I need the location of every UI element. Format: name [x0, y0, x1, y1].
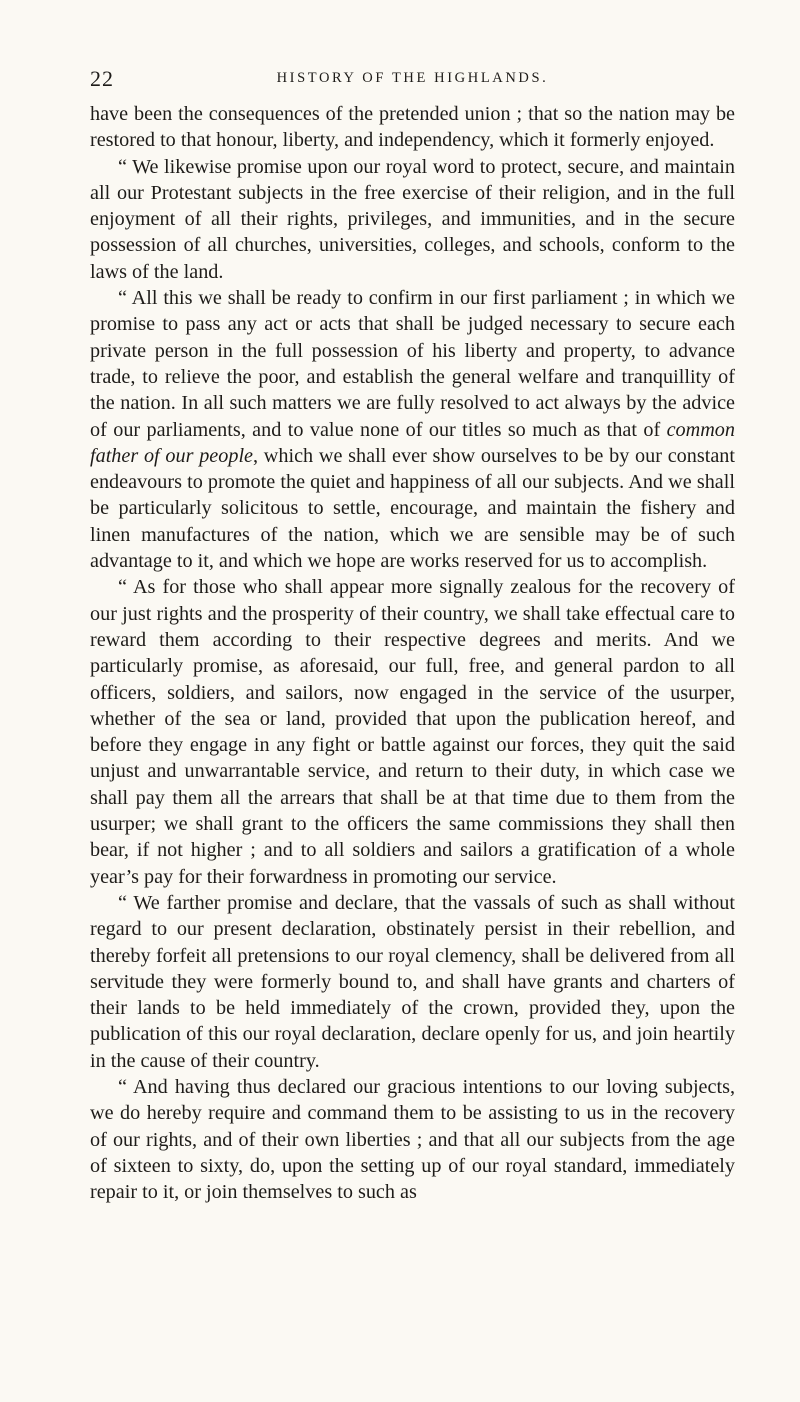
paragraph-3-text-after: , which we shall ever show ourselves to be by our constant endeavours to promote the quiet and happiness of all our subjects. And we shall be particularly solicitous to settle, encourage, and maintain the fishery and linen manufactures of the nation, which we are sensible may be of such advantage to it, and which we hope are works reserved for us to accomplish. — [90, 444, 735, 573]
page-header — [90, 66, 735, 92]
body-text — [90, 101, 735, 1205]
page-number: 22 — [90, 66, 114, 91]
paragraph-3 — [90, 285, 735, 574]
running-title: HISTORY OF THE HIGHLANDS. — [276, 70, 549, 86]
paragraph-2: “ We likewise promise upon our royal word to protect, secure, and maintain all our Protestant subjects in the free exercise of their religion, and in the full enjoyment of all their rights, privileges, and immunities, and in the secure possession of all churches, universities, colleges, and schools, conform to the laws of the land. — [90, 155, 735, 283]
paragraph-6: “ And having thus declared our gracious intentions to our loving subjects, we do hereby require and command them to be assisting to us in the recovery of our rights, and of their own liberties ; and that all our subjects from the age of sixteen to sixty, do, upon the setting up of our royal standard, immediately repair to it, or join themselves to such as — [90, 1075, 735, 1204]
paragraph-4: “ As for those who shall appear more signally zealous for the recovery of our just rights and the prosperity of their country, we shall take effectual care to reward them according to their respective degrees and merits. And we particularly promise, as aforesaid, our full, free, and general pardon to all officers, soldiers, and sailors, now engaged in the service of the usurper, whether of the sea or land, provided that upon the publication hereof, and before they engage in any fight or battle against our forces, they quit the said unjust and unwarrantable service, and return to their duty, in which case we shall pay them all the arrears that shall be at that time due to them from the usurper; we shall grant to the officers the same commissions they shall then bear, if not higher ; and to all soldiers and sailors a gratification of a whole year’s pay for their forwardness in promoting our service. — [90, 576, 735, 888]
paragraph-3-text-before: “ All this we shall be ready to confirm in our first parliament ; in which we promise to pass any act or acts that shall be judged necessary to secure each private person in the full possession of his liberty and property, to advance trade, to relieve the poor, and establish the general welfare and tranquillity of the nation. In all such matters we are fully resolved to act always by the advice of our parliaments, and to value none of our titles so much as that of — [90, 287, 735, 441]
paragraph-1: have been the consequences of the pretended union ; that so the nation may be restored to that honour, liberty, and independency, which it formerly enjoyed. — [90, 103, 735, 152]
italic-phrase: common father of our people — [90, 418, 735, 467]
paragraph-5: “ We farther promise and declare, that the vassals of such as shall without regard to our present declaration, obstinately persist in their rebellion, and thereby forfeit all pretensions to our royal clemency, shall be delivered from all servitude they were formerly bound to, and shall have grants and charters of their lands to be held immediately of the crown, provided they, upon the publication of this our royal declaration, declare openly for us, and join heartily in the cause of their country. — [90, 891, 735, 1072]
